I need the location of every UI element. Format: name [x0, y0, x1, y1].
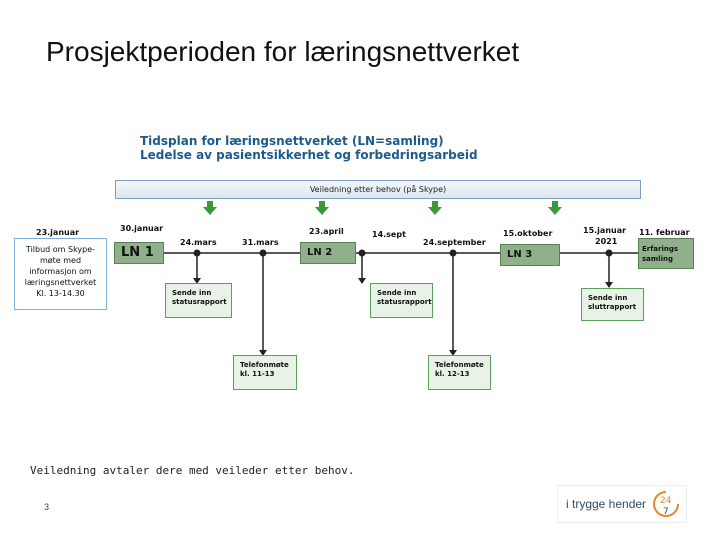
side-box-line: læringsnettverket: [24, 278, 97, 287]
experience-session-box: [638, 238, 694, 269]
note-line: statusrapport: [377, 298, 432, 306]
note-line: Telefonmøte: [240, 361, 289, 369]
i-trygge-hender-logo: [557, 485, 687, 523]
note-line: statusrapport: [172, 298, 227, 306]
status-report-note-1: [165, 283, 232, 318]
logo-mark-bottom: 7: [663, 507, 669, 517]
note-line: kl. 11-13: [240, 370, 275, 378]
final-report-note: [581, 288, 644, 321]
diagram-title-line1: Tidsplan for læringsnettverket (LN=samling): [140, 134, 444, 148]
logo-seal-icon: [652, 490, 680, 518]
date-label: 15.januar: [583, 226, 627, 235]
phone-meeting-note-2: [428, 355, 491, 390]
diagram-title-line2: Ledelse av pasientsikkerhet og forbedringsarbeid: [140, 148, 478, 162]
date-label: 23.januar: [36, 228, 80, 237]
date-label: 23.april: [309, 227, 344, 236]
date-label: 24.september: [423, 238, 486, 247]
page-number: 3: [44, 502, 50, 512]
date-label: 14.sept: [372, 230, 406, 239]
side-box-line: informasjon om: [29, 267, 92, 276]
session-ln2: LN 2: [300, 242, 356, 264]
phone-meeting-note-1: [233, 355, 297, 390]
slide-title: Prosjektperioden for læringsnettverket: [46, 36, 520, 67]
note-line: kl. 12-13: [435, 370, 470, 378]
end-box-line: samling: [642, 255, 673, 263]
date-label: 24.mars: [180, 238, 217, 247]
status-report-note-2: [370, 283, 433, 318]
date-label: 15.oktober: [503, 229, 553, 238]
note-line: Telefonmøte: [435, 361, 484, 369]
end-box-line: Erfarings: [642, 245, 679, 253]
arrow-head: [358, 278, 366, 284]
guidance-note: Veiledning avtaler dere med veileder etter behov.: [30, 464, 355, 477]
logo-mark-top: 24: [660, 496, 672, 506]
session-ln3: LN 3: [500, 244, 560, 266]
note-line: sluttrapport: [588, 303, 637, 311]
date-label: 11. februar: [639, 228, 690, 237]
guidance-banner: Veiledning etter behov (på Skype): [115, 180, 641, 199]
note-line: Sende inn: [588, 294, 628, 302]
date-label: 30.januar: [120, 224, 164, 233]
side-box-line: møte med: [39, 256, 82, 265]
side-box-line: Kl. 13-14.30: [36, 289, 85, 298]
note-line: Sende inn: [172, 289, 212, 297]
date-label: 31.mars: [242, 238, 279, 247]
logo-text: i trygge hender: [566, 497, 647, 511]
session-ln1: LN 1: [114, 242, 164, 264]
date-label: 2021: [595, 237, 618, 246]
note-line: Sende inn: [377, 289, 417, 297]
side-box-line: Tilbud om Skype-: [25, 245, 96, 254]
